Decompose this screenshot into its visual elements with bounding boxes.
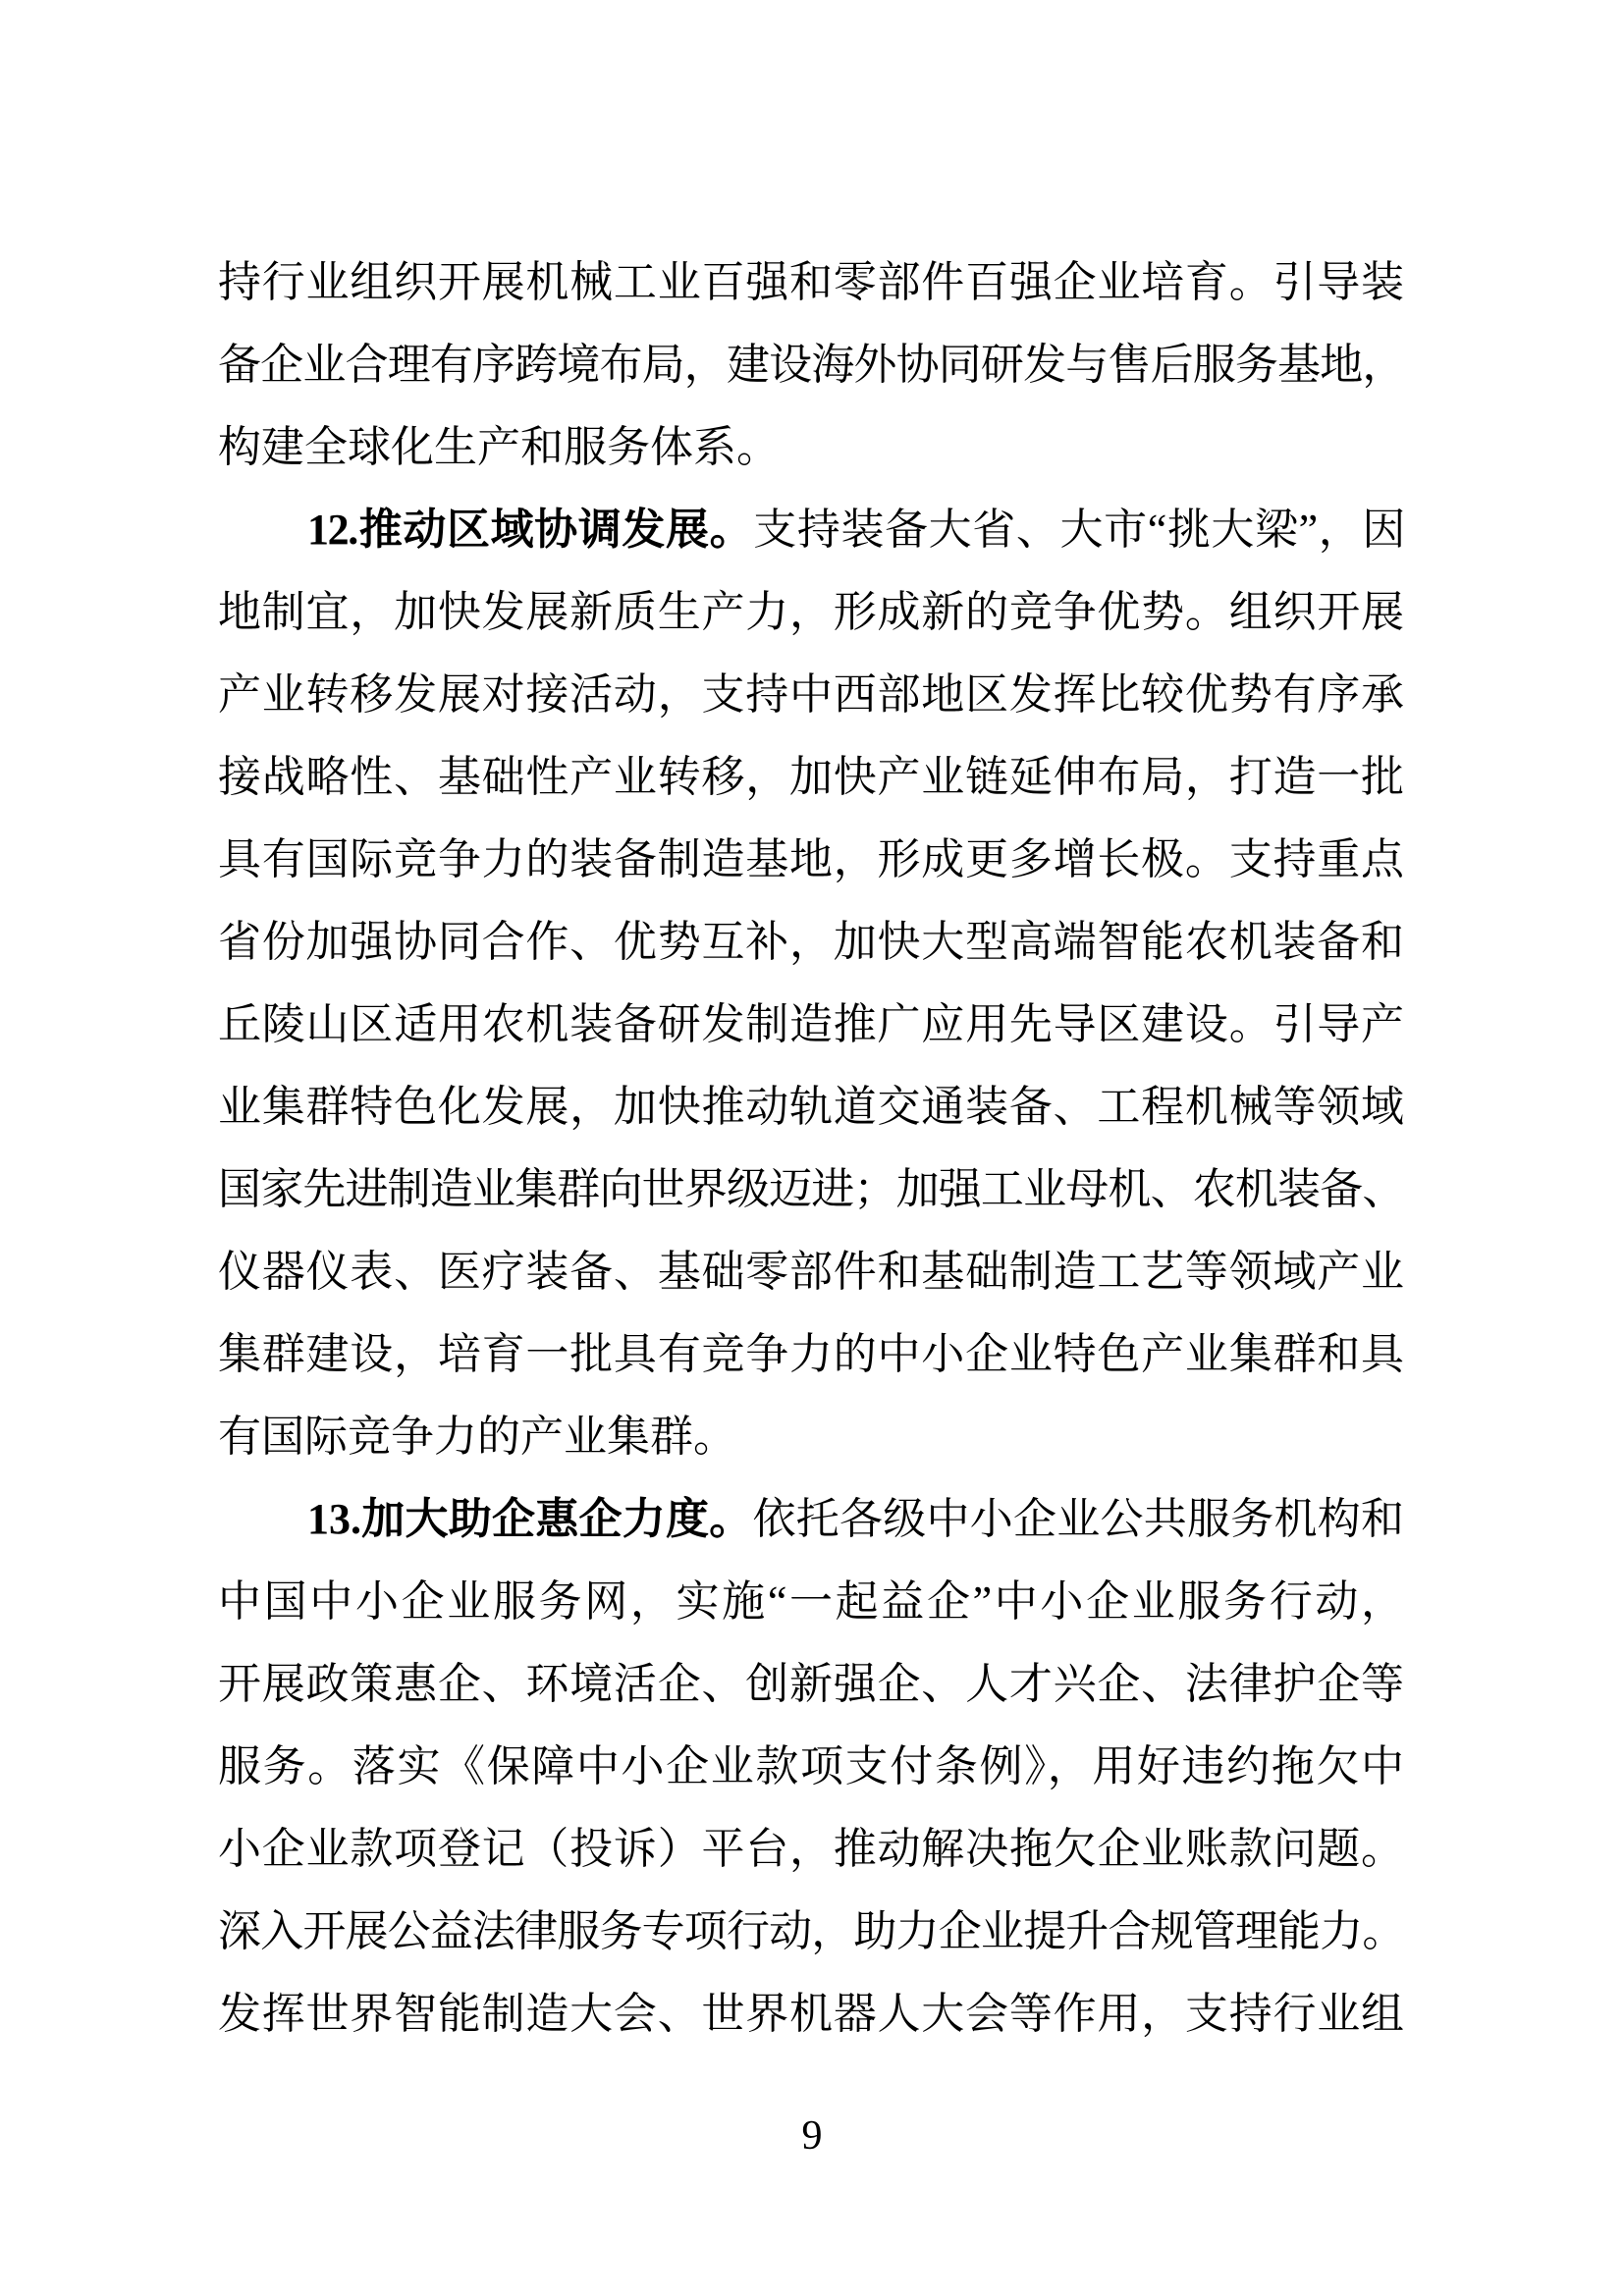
text-line: 构建全球化生产和服务体系。 <box>218 423 780 471</box>
text-line: 小企业款项登记（投诉）平台，推动解决拖欠企业账款问题。 <box>218 1825 1404 1873</box>
text-line: 发挥世界智能制造大会、世界机器人大会等作用，支持行业组 <box>218 1990 1404 2038</box>
text-line <box>218 1478 1404 1561</box>
text-line-body: 支持装备大省、大市“挑大梁”，因 <box>753 506 1404 554</box>
section-heading-13: 13.加大助企惠企力度。 <box>307 1495 753 1543</box>
text-line: 省份加强协同合作、优势互补，加快大型高端智能农机装备和 <box>218 918 1404 966</box>
text-line: 中国中小企业服务网，实施“一起益企”中小企业服务行动， <box>218 1577 1404 1626</box>
text-line: 开展政策惠企、环境活企、创新强企、人才兴企、法律护企等 <box>218 1660 1404 1708</box>
text-line: 有国际竞争力的产业集群。 <box>218 1413 736 1461</box>
text-line: 国家先进制造业集群向世界级迈进；加强工业母机、农机装备、 <box>218 1165 1404 1213</box>
text-line: 接战略性、基础性产业转移，加快产业链延伸布局，打造一批 <box>218 753 1404 801</box>
text-line: 仪器仪表、医疗装备、基础零部件和基础制造工艺等领域产业 <box>218 1248 1404 1296</box>
text-line: 业集群特色化发展，加快推动轨道交通装备、工程机械等领域 <box>218 1083 1404 1131</box>
text-line: 集群建设，培育一批具有竞争力的中小企业特色产业集群和具 <box>218 1330 1404 1378</box>
document-text-block <box>218 241 1404 2056</box>
text-line: 持行业组织开展机械工业百强和零部件百强企业培育。引导装 <box>218 258 1404 306</box>
page-number: 9 <box>801 2113 823 2159</box>
text-line: 深入开展公益法律服务专项行动，助力企业提升合规管理能力。 <box>218 1907 1404 1955</box>
text-line: 丘陵山区适用农机装备研发制造推广应用先导区建设。引导产 <box>218 1000 1404 1048</box>
text-line: 具有国际竞争力的装备制造基地，形成更多增长极。支持重点 <box>218 835 1404 883</box>
text-line: 地制宜，加快发展新质生产力，形成新的竞争优势。组织开展 <box>218 588 1404 636</box>
text-line: 备企业合理有序跨境布局，建设海外协同研发与售后服务基地， <box>218 341 1404 389</box>
text-line: 服务。落实《保障中小企业款项支付条例》，用好违约拖欠中 <box>218 1742 1404 1790</box>
text-line-body: 依托各级中小企业公共服务机构和 <box>752 1495 1404 1543</box>
section-heading-12: 12.推动区域协调发展。 <box>307 506 754 554</box>
text-line <box>218 489 1404 571</box>
text-line: 产业转移发展对接活动，支持中西部地区发挥比较优势有序承 <box>218 670 1404 719</box>
